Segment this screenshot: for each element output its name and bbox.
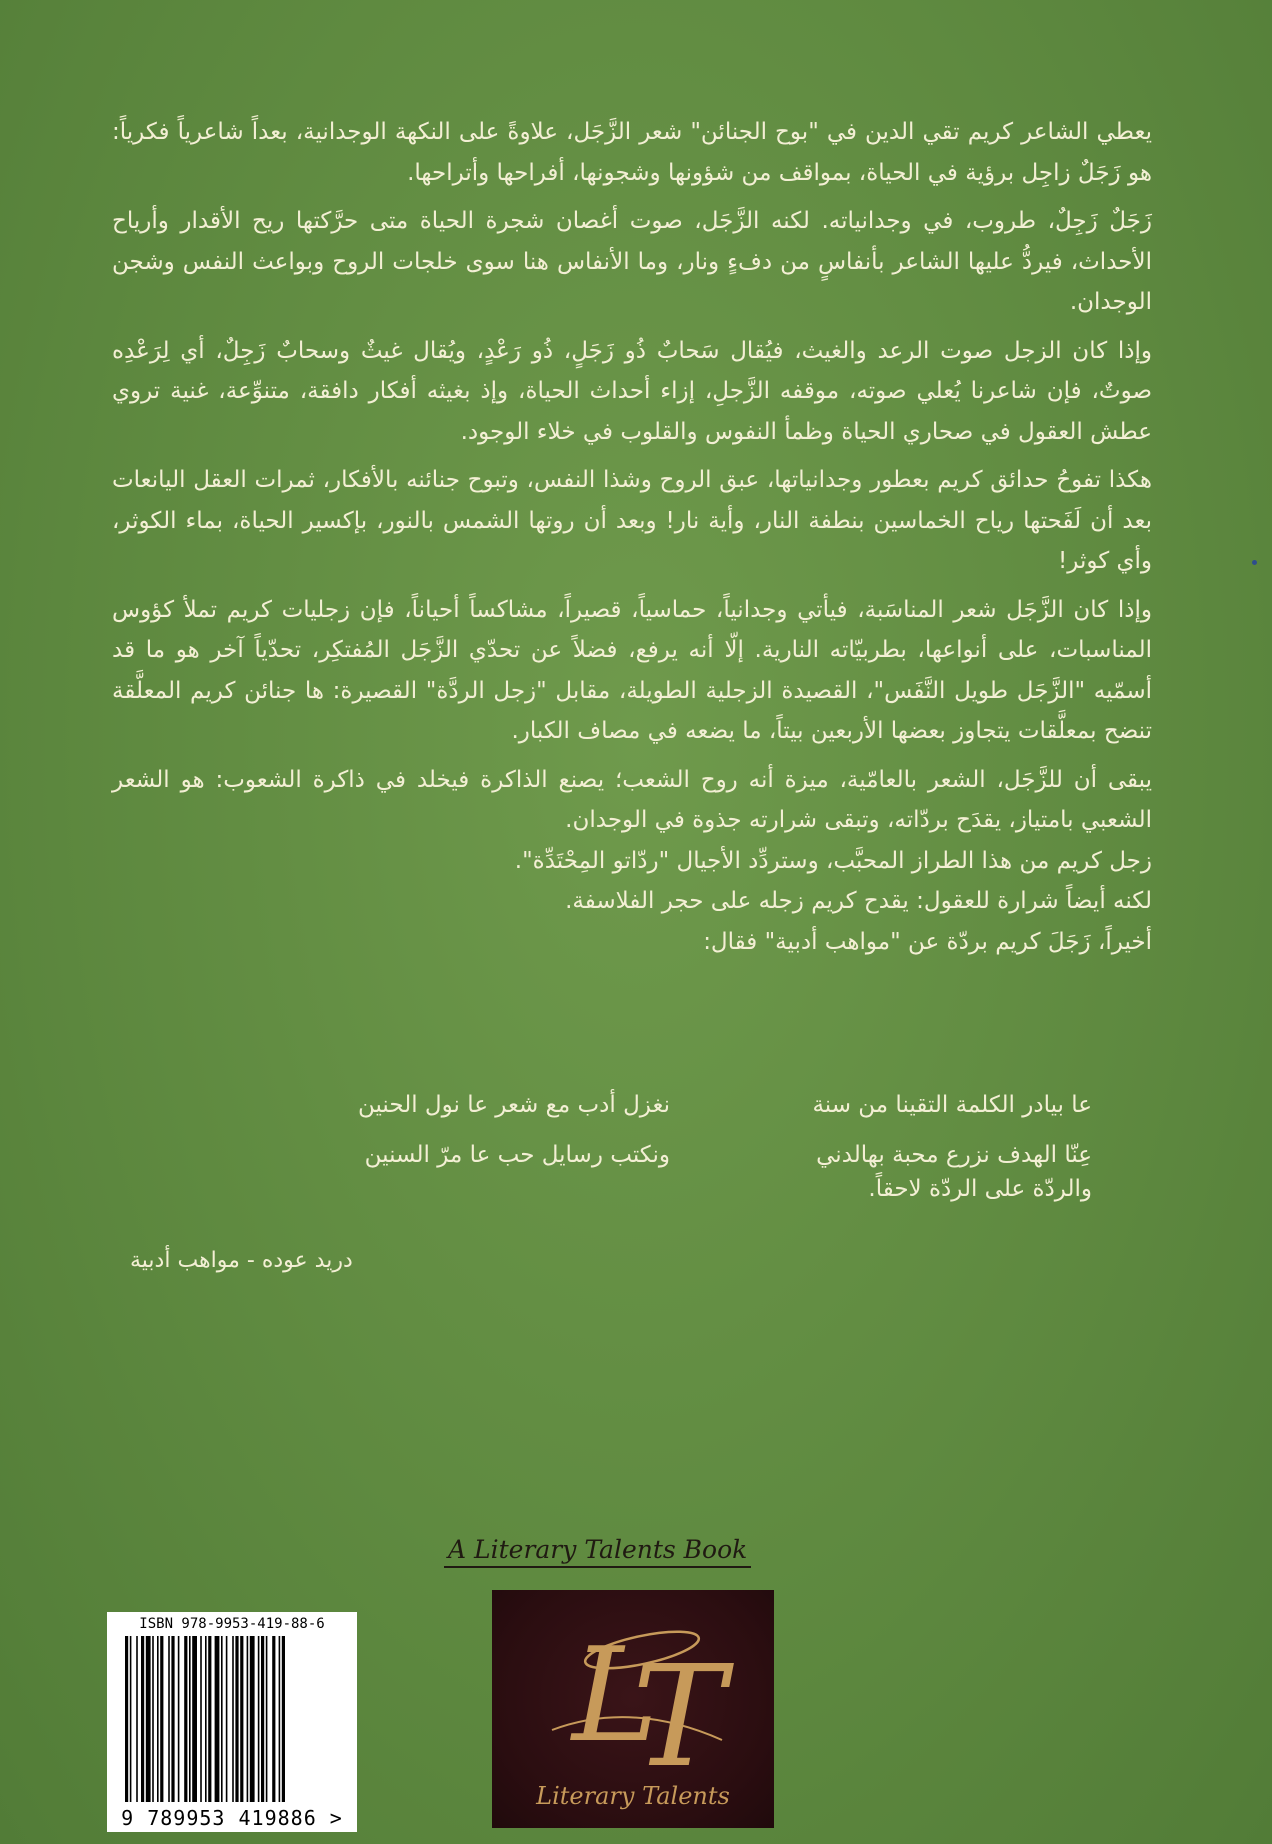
barcode-bar xyxy=(279,1636,281,1802)
barcode-bar xyxy=(160,1636,163,1802)
paragraph-5: وإذا كان الزَّجَل شعر المناسَبة، فيأتي وجدانياً، حماسياً، قصيراً، مشاكساً أحياناً، فإن زجليات كريم تملأ كؤوس المناسبات، على أنواعها، بطربيّاته النارية. إلّا أنه يرفع، فضلاً عن تحدّي الزَّجَل المُفتكِر، تحدّياً آخر هو ما قد أسمّيه "الزَّجَل طويل النَّفَس"، القصيدة الزجلية الطويلة، مقابل "زجل الردَّة" القصيرة: ها جنائن كريم المعلَّقة تنضح بمعلَّقات يتجاوز بعضها الأربعين بيتاً، ما يضعه في مصاف الكبار. xyxy=(112,596,1152,744)
after-verse-note: والردّة على الردّة لاحقاً. xyxy=(868,1176,1092,1202)
logo-letter-t: T xyxy=(632,1636,726,1790)
barcode-bar xyxy=(215,1636,220,1802)
barcode-bar xyxy=(205,1636,207,1802)
paragraph-1: يعطي الشاعر كريم تقي الدين في "بوح الجنائن" شعر الزَّجَل، علاوةً على النكهة الوجدانية، بعداً شاعرياً فكرياً: هو زَجَلٌ زاجِل برؤية في الحياة، بمواقف من شؤونها وشجونها، أفراحها وأتراحها. xyxy=(112,119,1152,186)
isbn-digits: 9 789953 419886 > xyxy=(121,1806,343,1830)
paragraph-2: زَجَلٌ زَجِلٌ، طروب، في وجدانياته. لكنه الزَّجَل، صوت أغصان شجرة الحياة متى حرَّكتها ريح الأقدار وأرياح الأحداث، فيردُّ عليها الشاعر بأنفاسٍ من دفءٍ ونار، وما الأنفاس هنا سوى خلجات الروح وبواعث النفس وشجن الوجدان. xyxy=(112,208,1152,315)
paragraph-4: هكذا تفوحُ حدائق كريم بعطور وجدانياتها، عبق الروح وشذا النفس، وتبوح جنائنه بالأفكار، ثمرات العقل اليانعات بعد أن لَفَحتها رياح الخماسين بنطفة النار، وأية نار! وبعد أن روتها الشمس بالنور، بإكسير الحياة، بماء الكوثر، وأي كوثر! xyxy=(112,467,1152,574)
barcode-bar xyxy=(189,1636,191,1802)
barcode-bar xyxy=(235,1636,238,1802)
paragraph-8: لكنه أيضاً شرارة للعقول: يقدح كريم زجله على حجر الفلاسفة. xyxy=(565,888,1152,914)
publisher-logo xyxy=(492,1590,774,1828)
barcode-bar xyxy=(171,1636,174,1802)
barcode-bar xyxy=(232,1636,234,1802)
barcode-bar xyxy=(141,1636,144,1802)
blurb-text xyxy=(112,112,1152,962)
barcode-bar xyxy=(168,1636,170,1802)
paragraph-6: يبقى أن للزَّجَل، الشعر بالعامّية، ميزة أنه روح الشعب؛ يصنع الذاكرة فيخلد في ذاكرة الشعوب: هو الشعر الشعبي بامتياز، يقدَح بردّاته، وتبقى شرارته جذوة في الوجدان. xyxy=(112,766,1152,833)
barcode-bar xyxy=(157,1636,159,1802)
barcode-bar xyxy=(184,1636,187,1802)
barcode-bar xyxy=(221,1636,223,1802)
barcode-bar xyxy=(261,1636,264,1802)
paragraph-9: أخيراً، زَجَلَ كريم بردّة عن "مواهب أدبية" فقال: xyxy=(703,928,1152,955)
barcode-bar xyxy=(192,1636,197,1802)
verse-second-hemistichs xyxy=(290,1080,670,1180)
barcode-bar xyxy=(208,1636,211,1802)
barcode-bar xyxy=(266,1636,268,1802)
print-speck xyxy=(1252,560,1257,565)
barcode-bar xyxy=(125,1636,128,1802)
barcode-bar xyxy=(282,1636,285,1802)
verse-line-2-right: عِنّا الهدف نزرع محبة بهالدني xyxy=(816,1142,1092,1168)
verse-line-2-left: ونكتب رسايل حب عا مرّ السنين xyxy=(364,1142,670,1168)
barcode-bar xyxy=(146,1636,151,1802)
barcode-bar xyxy=(240,1636,243,1802)
paragraph-7: زجل كريم من هذا الطراز المحبَّب، وستردِّد الأجيال "ردّاتو المِحْتَدِّة". xyxy=(514,847,1152,874)
publisher-tagline: A Literary Talents Book xyxy=(444,1535,751,1568)
verse-line-1-left: نغزل أدب مع شعر عا نول الحنين xyxy=(357,1092,670,1118)
paragraph-3: وإذا كان الزجل صوت الرعد والغيث، فيُقال سَحابٌ ذُو زَجَلٍ، ذُو رَعْدٍ، ويُقال غيثٌ وسحابٌ زَجِلٌ، أي لِرَعْدِه صوتٌ، فإن شاعرنا يُعلي صوته، موقفه الزَّجلِ، إزاء أحداث الحياة، وإذ بغيثه أفكار دافقة، متنوِّعة، غنية تروي عطش العقول في صحاري الحياة وظمأ النفوس والقلوب في خلاء الوجود. xyxy=(112,337,1152,445)
isbn-label: ISBN 978-9953-419-88-6 xyxy=(139,1616,325,1632)
logo-letter-l: L xyxy=(572,1619,659,1771)
barcode-bar xyxy=(226,1636,228,1802)
logo-name: Literary Talents xyxy=(536,1782,730,1810)
barcode-bar xyxy=(130,1636,132,1802)
barcode-bar xyxy=(200,1636,202,1802)
barcode-bar xyxy=(250,1636,255,1802)
barcode-bar xyxy=(178,1636,180,1802)
barcode-bar xyxy=(247,1636,249,1802)
barcode-bar xyxy=(152,1636,154,1802)
barcode-bar xyxy=(258,1636,260,1802)
barcode-bar xyxy=(272,1636,275,1802)
barcode-bar xyxy=(136,1636,138,1802)
barcode-bars-icon xyxy=(125,1636,339,1802)
verse-first-hemistichs xyxy=(752,1080,1092,1180)
lt-monogram-icon xyxy=(492,1590,774,1790)
author-signature: دريد عوده - مواهب أدبية xyxy=(130,1248,353,1273)
verse-line-1-right: عا بيادر الكلمة التقينا من سنة xyxy=(812,1092,1092,1118)
isbn-barcode xyxy=(107,1612,357,1832)
